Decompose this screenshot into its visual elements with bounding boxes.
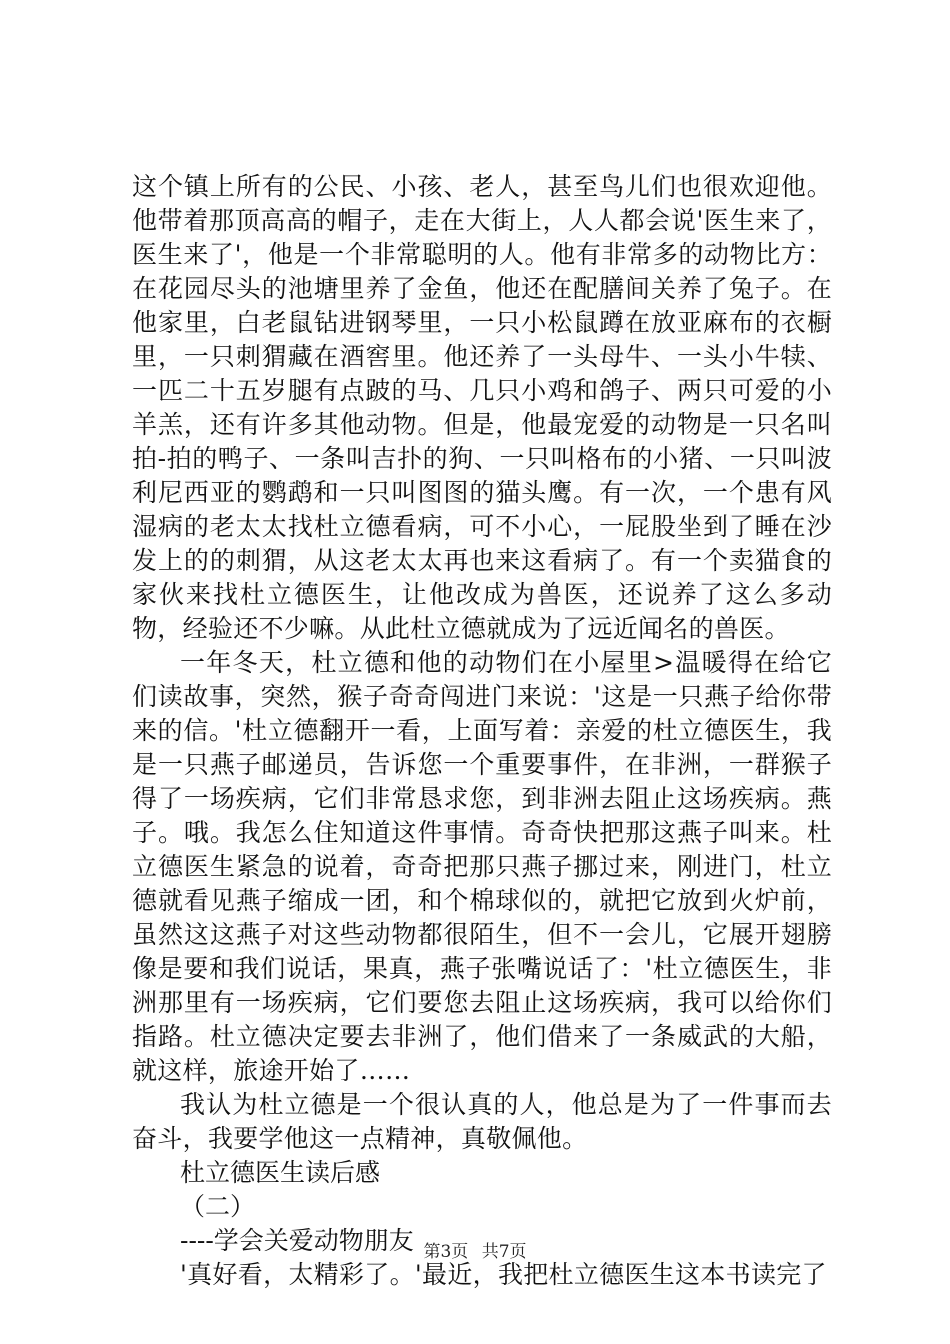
essay-subtitle: ----学会关爱动物朋友 [180, 1226, 414, 1255]
page-total: 共7页 [481, 1242, 527, 1262]
paragraph-3: 我认为杜立德是一个很认真的人，他总是为了一件事而去奋斗，我要学他这一点精神，真敬佩他。 [132, 1090, 832, 1153]
page-footer [0, 1241, 950, 1263]
essay-number: （二） [180, 1192, 256, 1221]
paragraph-2: 一年冬天，杜立德和他的动物们在小屋里>温暖得在给它们读故事，突然，猴子奇奇闯进门来说：'这是一只燕子给你带来的信。'杜立德翻开一看，上面写着：亲爱的杜立德医生，我是一只燕子邮递员，告诉您一个重要事件，在非洲，一群猴子得了一场疾病，它们非常恳求您，到非洲去阻止这场疾病。燕子。哦。我怎么住知道这件事情。奇奇快把那这燕子叫来。杜立德医生紧急的说着，奇奇把那只燕子挪过来，刚进门，杜立德就看见燕子缩成一团，和个棉球似的，就把它放到火炉前，虽然这这燕子对这些动物都很陌生，但不一会儿，它展开翅膀像是要和我们说话，果真，燕子张嘴说话了：'杜立德医生，非洲那里有一场疾病，它们要您去阻止这场疾病，我可以给你们指路。杜立德决定要去非洲了，他们借来了一条威武的大船，就这样，旅途开始了…… [132, 648, 832, 1085]
paragraph-4: '真好看，太精彩了。'最近，我把杜立德医生这本书读完了 [180, 1260, 827, 1289]
document-body [132, 170, 832, 1292]
paragraph-1: 这个镇上所有的公民、小孩、老人，甚至鸟儿们也很欢迎他。他带着那顶高高的帽子，走在大街上，人人都会说'医生来了，医生来了'，他是一个非常聪明的人。他有非常多的动物比方：在花园尽头的池塘里养了金鱼，他还在配膳间关养了兔子。在他家里，白老鼠钻进钢琴里，一只小松鼠蹲在放亚麻布的衣橱里，一只刺猬藏在酒窖里。他还养了一头母牛、一头小牛犊、一匹二十五岁腿有点跛的马、几只小鸡和鸽子、两只可爱的小羊羔，还有许多其他动物。但是，他最宠爱的动物是一只名叫拍-拍的鸭子、一条叫吉扑的狗、一只叫格布的小猪、一只叫波利尼西亚的鹦鹉和一只叫图图的猫头鹰。有一次，一个患有风湿病的老太太找杜立德看病，可不小心，一屁股坐到了睡在沙发上的的刺猬，从这老太太再也来这看病了。有一个卖猫食的家伙来找杜立德医生，让他改成为兽医，还说养了这么多动物，经验还不少嘛。从此杜立德就成为了远近闻名的兽医。 [132, 172, 832, 643]
essay-title: 杜立德医生读后感 [180, 1158, 381, 1187]
page-number: 第3页 [423, 1242, 469, 1262]
